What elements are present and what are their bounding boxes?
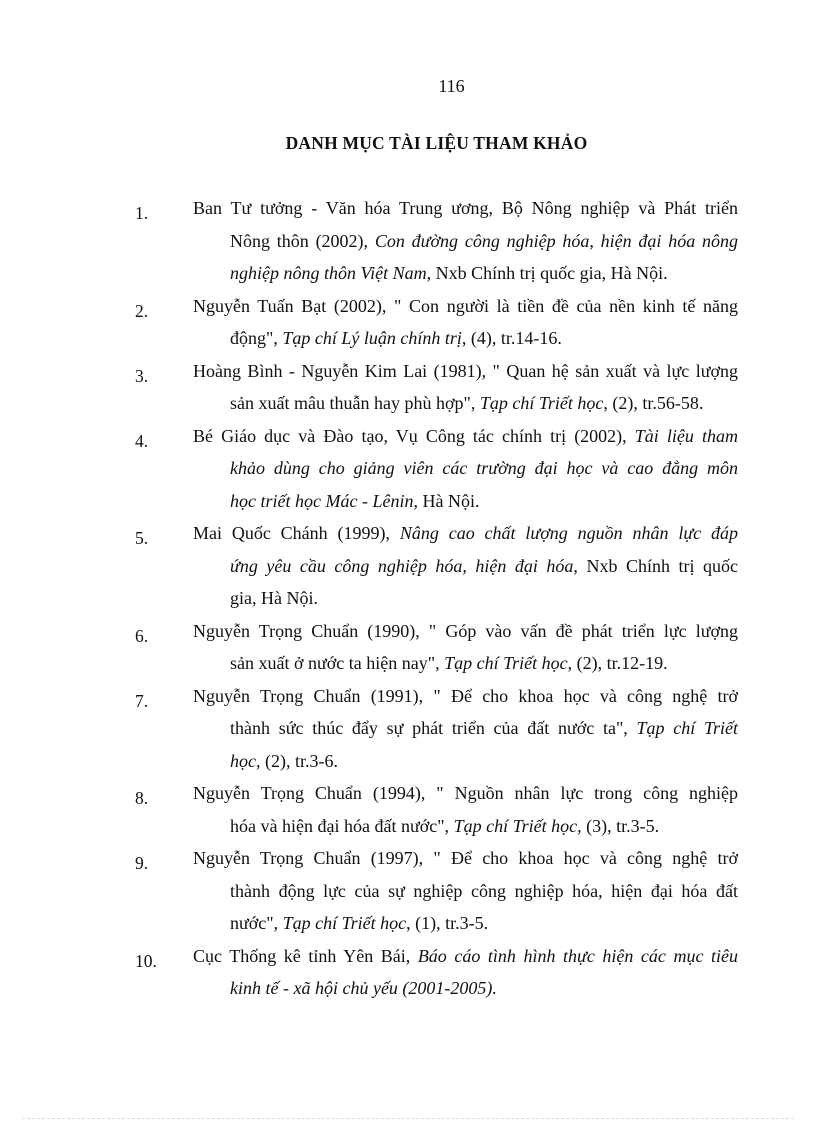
reference-line <box>193 387 738 420</box>
reference-line <box>193 192 738 225</box>
reference-number: 7. <box>135 690 149 711</box>
reference-item <box>135 290 738 355</box>
reference-segment: , (2), tr.3-6. <box>256 750 338 771</box>
reference-segment: Nguyễn Tuấn Bạt (2002), " Con người là tiền đề của nền kinh tế năng <box>193 295 738 316</box>
reference-title-segment: Báo cáo tình hình thực hiện các mục tiêu <box>417 945 738 966</box>
reference-item <box>135 842 738 940</box>
reference-title-segment: nghiệp nông thôn Việt Nam <box>230 263 427 283</box>
reference-item <box>135 940 738 1005</box>
reference-line <box>193 842 738 875</box>
reference-segment: , Nxb Chính trị quốc gia, Hà Nội. <box>426 263 668 283</box>
reference-segment: sản xuất ở nước ta hiện nay", <box>230 653 445 673</box>
reference-list <box>0 192 816 1005</box>
reference-segment: Nguyễn Trọng Chuẩn (1990), " Góp vào vấn đề phát triển lực lượng <box>193 620 738 641</box>
reference-line <box>193 745 738 778</box>
reference-item <box>135 680 739 778</box>
reference-segment: gia, Hà Nội. <box>230 588 318 608</box>
reference-line <box>193 257 738 290</box>
reference-segment: nước", <box>230 913 283 933</box>
reference-segment: , (1), tr.3-5. <box>406 913 489 933</box>
reference-line <box>193 940 738 973</box>
reference-segment: Ban Tư tưởng - Văn hóa Trung ương, Bộ Nông nghiệp và Phát triển <box>193 198 738 218</box>
page-number: 116 <box>438 76 465 96</box>
reference-line <box>193 225 738 258</box>
reference-title-segment: học triết học Mác - Lênin <box>230 490 414 511</box>
reference-number: 10. <box>135 950 157 971</box>
reference-text <box>193 290 738 355</box>
reference-text <box>193 680 738 778</box>
reference-line <box>193 355 738 388</box>
reference-line <box>193 452 738 485</box>
reference-number: 2. <box>135 300 149 321</box>
reference-text <box>193 517 738 615</box>
reference-line <box>193 777 738 810</box>
reference-item <box>135 777 738 842</box>
reference-line <box>193 907 738 940</box>
reference-segment: , (2), tr.56-58. <box>603 393 704 413</box>
reference-item <box>135 355 738 420</box>
reference-segment: , (2), tr.12-19. <box>567 653 668 673</box>
reference-segment: sản xuất mâu thuẫn hay phù hợp", <box>230 393 480 413</box>
reference-line <box>193 647 738 680</box>
reference-segment: thành động lực của sự nghiệp công nghiệp hóa, hiện đại hóa đất <box>230 880 738 901</box>
reference-number: 4. <box>135 430 149 451</box>
reference-line <box>193 485 738 518</box>
reference-title-segment: khảo dùng cho giảng viên các trường đại học và cao đẳng môn <box>230 458 738 478</box>
reference-title-segment: Tạp chí Triết học, <box>453 815 582 836</box>
reference-item <box>135 517 739 615</box>
reference-title-segment: kinh tế - xã hội chủ yếu (2001-2005). <box>230 978 497 998</box>
reference-text <box>193 842 738 940</box>
reference-segment: Nông thôn (2002), <box>230 230 375 251</box>
reference-line <box>193 517 738 550</box>
reference-segment: Cục Thống kê tỉnh Yên Bái, <box>193 945 418 966</box>
reference-number: 3. <box>135 365 149 386</box>
reference-line <box>193 582 738 615</box>
reference-item <box>135 615 738 680</box>
page-title: DANH MỤC TÀI LIỆU THAM KHẢO <box>285 133 588 153</box>
reference-text <box>193 355 738 420</box>
reference-text <box>193 420 738 518</box>
reference-segment: Nguyễn Trọng Chuẩn (1991), " Để cho khoa học và công nghệ trở <box>193 685 738 706</box>
reference-segment: Hoàng Bình - Nguyễn Kim Lai (1981), " Quan hệ sản xuất và lực lượng <box>193 360 738 381</box>
reference-title-segment: Tạp chí Triết học <box>479 393 604 413</box>
reference-segment: , Nxb Chính trị quốc <box>573 555 738 576</box>
reference-line <box>193 680 738 713</box>
reference-title-segment: Tạp chí Triết học <box>282 913 407 933</box>
reference-title-segment: Nâng cao chất lượng nguồn nhân lực đáp <box>399 523 739 543</box>
reference-segment: Mai Quốc Chánh (1999), <box>193 523 400 543</box>
reference-item <box>135 192 738 290</box>
reference-line <box>193 810 738 843</box>
reference-number: 9. <box>135 853 149 873</box>
reference-segment: (3), tr.3-5. <box>581 815 660 836</box>
reference-title-segment: ứng yêu cầu công nghiệp hóa, hiện đại hóa <box>230 555 574 576</box>
reference-item <box>135 420 738 518</box>
reference-segment: động", <box>230 328 283 348</box>
reference-segment: , (4), tr.14-16. <box>461 328 562 348</box>
reference-segment: thành sức thúc đẩy sự phát triển của đất nước ta", <box>230 718 637 738</box>
reference-line <box>193 550 738 583</box>
reference-line <box>193 875 738 908</box>
reference-title-segment: Tạp chí Triết <box>636 718 739 738</box>
page-bottom-divider <box>22 1118 794 1119</box>
reference-number: 1. <box>135 203 149 223</box>
reference-title-segment: Tài liệu tham <box>634 425 738 446</box>
reference-text <box>193 777 738 842</box>
reference-line <box>193 322 738 355</box>
reference-number: 6. <box>135 625 149 646</box>
reference-line <box>193 420 738 453</box>
reference-title-segment: Tạp chí Lý luận chính trị <box>282 328 462 348</box>
reference-title-segment: học <box>230 750 256 771</box>
reference-line <box>193 615 738 648</box>
reference-line <box>193 712 738 745</box>
reference-number: 5. <box>135 528 149 548</box>
reference-segment: , Hà Nội. <box>413 490 480 511</box>
reference-line <box>193 972 738 1005</box>
reference-text <box>193 615 738 680</box>
reference-line <box>193 290 738 323</box>
reference-number: 8. <box>135 788 149 808</box>
reference-segment: hóa và hiện đại hóa đất nước", <box>230 815 454 836</box>
reference-segment: Nguyễn Trọng Chuẩn (1997), " Để cho khoa học và công nghệ trở <box>193 848 738 868</box>
reference-title-segment: Tạp chí Triết học <box>444 653 568 673</box>
reference-title-segment: Con đường công nghiệp hóa, hiện đại hóa nông <box>374 230 738 251</box>
reference-text <box>193 192 738 290</box>
reference-segment: Bé Giáo dục và Đào tạo, Vụ Công tác chính trị (2002), <box>193 425 635 446</box>
reference-text <box>193 940 738 1005</box>
reference-segment: Nguyễn Trọng Chuẩn (1994), " Nguồn nhân lực trong công nghiệp <box>193 783 738 803</box>
